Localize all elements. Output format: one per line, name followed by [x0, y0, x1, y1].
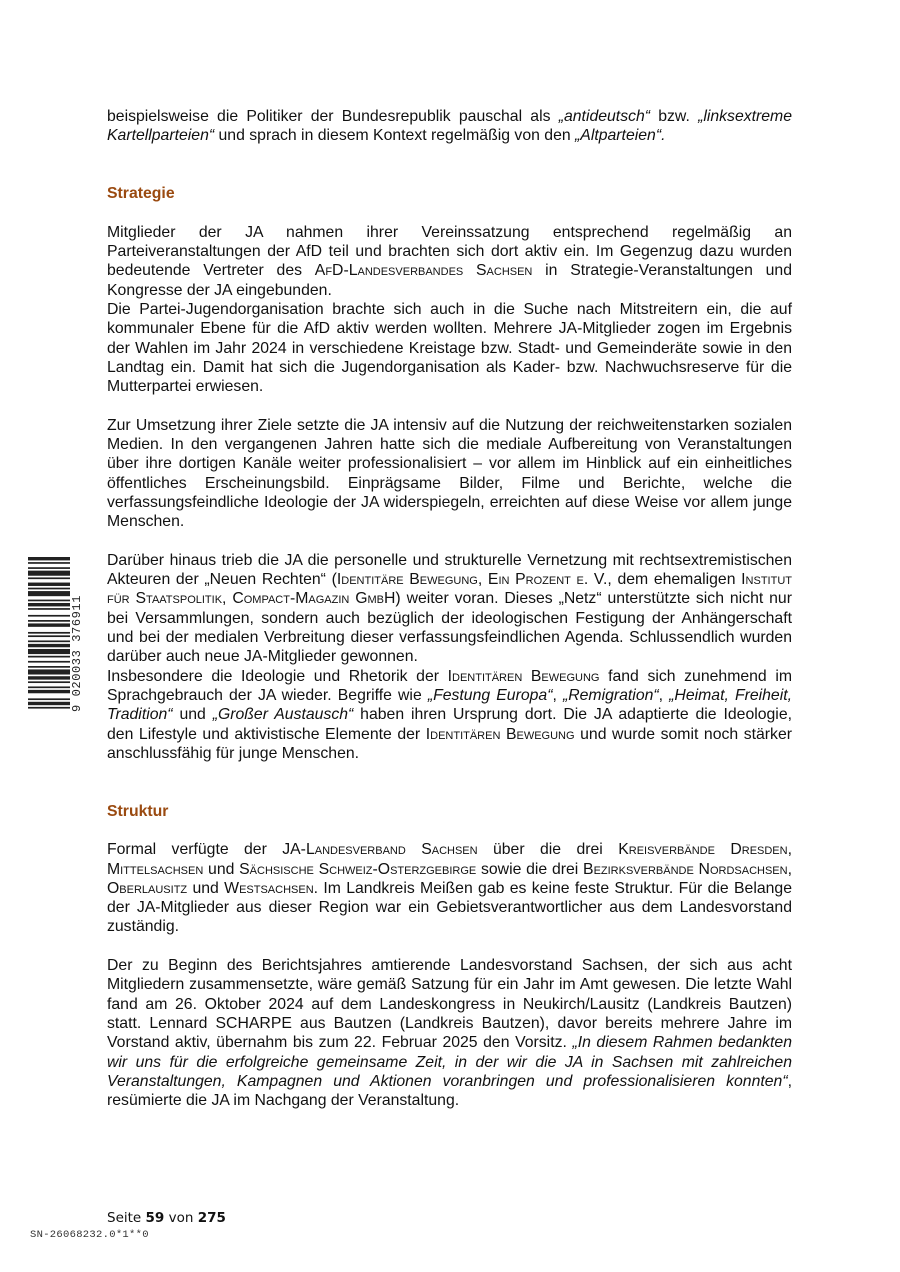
text-run: , resümierte die JA im Nachgang der Veranstaltung.: [107, 1072, 792, 1110]
text-run: ,: [552, 686, 563, 704]
paragraph: [107, 956, 792, 1110]
barcode-bar: [28, 635, 70, 637]
smallcaps-run: Westsachsen: [224, 879, 314, 897]
italic-run: „Großer Austausch“: [212, 706, 354, 724]
italic-run: „antideutsch“: [558, 108, 651, 125]
smallcaps-run: Compact-Magazin GmbH: [232, 590, 396, 608]
smallcaps-run: AfD-Landesverbandes Sachsen: [314, 262, 533, 280]
barcode-bar: [28, 686, 70, 688]
text-run: ,: [658, 686, 670, 704]
barcode-bar: [28, 571, 70, 576]
barcode: [28, 557, 70, 712]
barcode-bar: [28, 588, 70, 590]
smallcaps-run: Landesverband Sachsen: [305, 841, 478, 859]
text-run: sowie die drei: [476, 860, 584, 878]
text-run: Insbesondere die Ideologie und Rhetorik der: [107, 667, 448, 685]
paragraph: [107, 300, 792, 396]
smallcaps-run: Institut für Staatspolitik: [107, 571, 792, 608]
barcode-bar: [28, 583, 70, 586]
smallcaps-run: Sächsische Schweiz-Osterzgebirge: [239, 860, 477, 878]
text-run: und wurde somit noch stärker anschlussfähig für junge Menschen.: [107, 725, 793, 762]
italic-run: „Remigration“: [562, 686, 659, 704]
barcode-bar: [28, 557, 70, 560]
barcode-bar: [28, 666, 70, 668]
text-run: , dem ehemaligen: [607, 571, 742, 589]
text-run: Der zu Beginn des Berichtsjahres amtierende Landesvorstand Sachsen, der sich aus acht Mitgliedern zusammensetzte, wäre gemäß Satzung für ein Jahr im Amt gewesen. Die letzte Wahl fand am 26. Oktober 2024 auf dem Landeskongress in Neukirch/Lausitz (Landkreis Bautzen) statt. Lennard SCHARPE aus Bautzen (Landkreis Bautzen), davor bereits mehrere Jahre im Vorstand aktiv, übernahm bis zum 22. Februar 2025 den Vorsitz.: [107, 957, 792, 1052]
barcode-bar: [28, 661, 70, 663]
text-run: und: [172, 706, 213, 724]
italic-run: „linksextreme Kartellparteien“: [107, 108, 793, 145]
barcode-bar: [28, 698, 70, 700]
barcode-bar: [28, 600, 70, 602]
barcode-bar: [28, 656, 70, 658]
document-body: [107, 107, 792, 1110]
text-run: haben ihren Ursprung dort. Die JA adaptierte die Ideologie, den Lifestyle und aktivistische Elemente der: [107, 706, 792, 743]
text-run: Die Partei-Jugendorganisation brachte sich auch in die Suche nach Mitstreitern ein, die auf kommunaler Ebene für die AfD aktiv werden wollten. Mehrere JA-Mitglieder zogen im Ergebnis der Wahlen im Jahr 2024 in verschiedene Kreistage bzw. Stadt- und Gemeinderäte sowie in den Landtag ein. Damit hat sich die Jugendorganisation als Kader- bzw. Nachwuchsreserve für die Mutterpartei erwiesen.: [107, 300, 792, 396]
text-run: fand sich zunehmend im Sprachgebrauch der JA wieder. Begriffe wie: [107, 667, 792, 704]
smallcaps-run: Kreisverbände Dresden, Mittelsachsen: [107, 841, 792, 878]
barcode-digits: 9 020033 376911: [70, 594, 84, 712]
text-run: Darüber hinaus trieb die JA die personelle und strukturelle Vernetzung mit rechtsextremistischen Akteuren der „Neuen Rechten“ (: [107, 551, 792, 589]
paragraph: [107, 223, 792, 300]
smallcaps-run: Identitären Bewegung: [425, 725, 575, 743]
barcode-bar: [28, 649, 70, 654]
barcode-graphic: [28, 557, 70, 712]
barcode-bar: [28, 577, 70, 579]
text-run: ) weiter voran. Dieses „Netz“ unterstützte sich nicht nur bei Versammlungen, sondern auch bezüglich der ideologischen Festigung der Anhängerschaft und bei der medialen Verbreitung dieser verfassungsfeindlichen Agenda. Schlussendlich wurden darüber auch neue JA-Mitglieder gewonnen.: [107, 590, 792, 666]
barcode-bar: [28, 669, 70, 674]
text-run: Mitglieder der JA nahmen ihrer Vereinssatzung entsprechend regelmäßig an Parteiveranstaltungen der AfD teil und brachten sich dort aktiv ein. Im Gegenzug dazu wurden bedeutende Vertreter des: [107, 223, 792, 280]
text-run: beispielsweise die Politiker der Bundesrepublik pauschal als: [107, 108, 559, 125]
barcode-bar: [28, 615, 70, 617]
text-run: über die drei: [477, 841, 619, 859]
italic-run: „Altparteien“.: [575, 127, 666, 145]
text-run: und sprach in diesem Kontext regelmäßig von den: [214, 127, 576, 145]
barcode-bar: [28, 702, 70, 705]
barcode-bar: [28, 567, 70, 569]
barcode-bar: [28, 591, 70, 596]
barcode-bar: [28, 707, 70, 709]
page-label: Seite: [107, 1210, 142, 1226]
text-run: Zur Umsetzung ihrer Ziele setzte die JA intensiv auf die Nutzung der reichweitenstarken sozialen Medien. In den vergangenen Jahren hatte sich die mediale Aufbereitung von Veranstaltungen über ihre dortigen Kanäle weiter professionalisiert – vor allem im Hinblick auf ein einheitliches öffentliches Erscheinungsbild. Einprägsame Bilder, Filme und Berichte, welche die verfassungsfeindliche Ideologie der JA widerspiegeln, erreichten auf diese Weise vor allem junge Menschen.: [107, 416, 792, 531]
barcode-bar: [28, 623, 70, 626]
section-heading-strategie: Strategie: [107, 185, 175, 203]
text-run: ,: [222, 590, 233, 608]
barcode-bar: [28, 632, 70, 634]
page-of-label: von: [168, 1210, 194, 1226]
paragraph: [107, 667, 792, 763]
barcode-bar: [28, 644, 70, 647]
smallcaps-run: Identitäre Bewegung: [336, 571, 478, 589]
text-run: . Im Landkreis Meißen gab es keine feste Struktur. Für die Belange der JA-Mitglieder aus dieser Region war ein Gebietsverantwortlicher aus dem Landesvorstand zuständig.: [107, 879, 792, 936]
page-number: [107, 1210, 226, 1226]
text-run: ,: [477, 571, 488, 589]
paragraph: [107, 551, 792, 667]
barcode-bar: [28, 620, 70, 622]
italic-run: „In diesem Rahmen bedankten wir uns für die erfolgreiche gemeinsame Zeit, in der wir die JA in Sachsen mit zahlreichen Veranstaltungen, Kampagnen und Aktionen voranbringen und professionalisieren konnten“: [107, 1034, 792, 1090]
paragraph: [107, 107, 792, 146]
text-run: und: [203, 860, 240, 878]
barcode-bar: [28, 608, 70, 610]
paragraph: [107, 416, 792, 532]
text-run: in Strategie-Veranstaltungen und Kongresse der JA eingebunden.: [107, 262, 792, 299]
smallcaps-run: Ein Prozent e. V.: [487, 571, 608, 589]
document-id: SN-26068232.0*1**0: [30, 1229, 149, 1241]
page-total: 275: [197, 1210, 226, 1226]
smallcaps-run: Identitären Bewegung: [447, 667, 600, 685]
text-run: und: [187, 879, 225, 897]
barcode-bar: [28, 603, 70, 606]
barcode-bar: [28, 562, 70, 564]
barcode-bar: [28, 690, 70, 693]
smallcaps-run: Bezirksverbände Nordsachsen, Oberlausitz: [107, 860, 792, 897]
text-run: Formal verfügte der JA-: [107, 841, 306, 859]
barcode-bar: [28, 681, 70, 683]
italic-run: „Heimat, Freiheit, Tradition“: [107, 686, 793, 724]
barcode-bar: [28, 640, 70, 642]
text-run: bzw.: [650, 108, 699, 125]
section-heading-struktur: Struktur: [107, 802, 169, 820]
page-current: 59: [145, 1210, 165, 1226]
paragraph: [107, 840, 792, 936]
italic-run: „Festung Europa“: [427, 686, 553, 704]
barcode-bar: [28, 676, 70, 679]
